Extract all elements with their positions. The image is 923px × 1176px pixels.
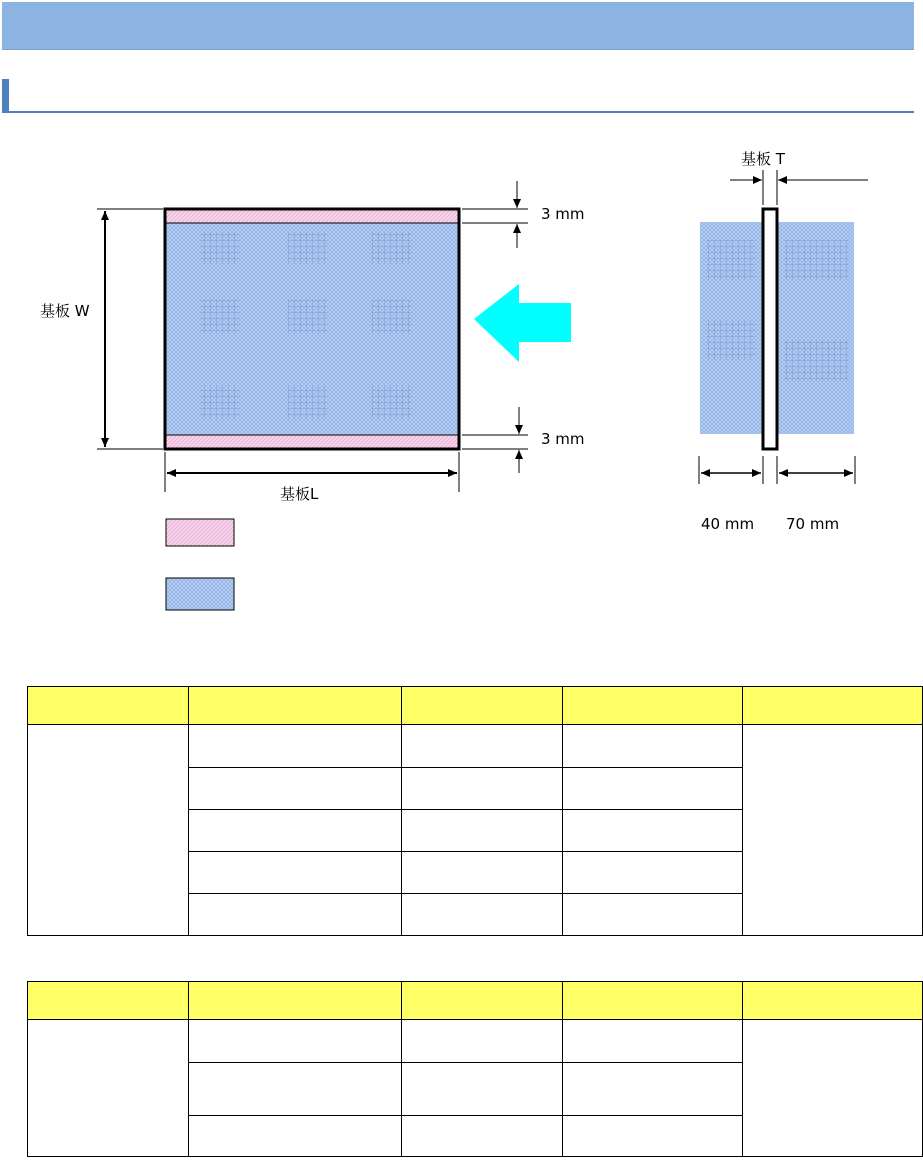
- table-cell: [189, 1020, 402, 1063]
- table-cell: [189, 1063, 402, 1116]
- header-cell: [563, 687, 743, 725]
- table-cell: [402, 1116, 563, 1157]
- header-cell: [743, 687, 923, 725]
- header-cell: [189, 982, 402, 1020]
- table-cell: [402, 1020, 563, 1063]
- table-cell: [189, 768, 402, 810]
- bottom-margin-band: [165, 435, 459, 449]
- legend: [166, 519, 234, 610]
- legend-pink-swatch: [166, 519, 234, 546]
- header-cell: [563, 982, 743, 1020]
- board-top-view: [165, 209, 459, 449]
- table-header-row: [28, 982, 923, 1020]
- label-margin-bottom: 3 mm: [541, 430, 585, 448]
- table-cell: [563, 894, 743, 936]
- label-board-l: 基板L: [280, 485, 319, 503]
- table-cell: [189, 1116, 402, 1157]
- header-cell: [402, 687, 563, 725]
- table-cell: [563, 1116, 743, 1157]
- header-cell: [28, 687, 189, 725]
- legend-blue-swatch: [166, 578, 234, 610]
- table-cell: [189, 810, 402, 852]
- table-row: [28, 1020, 923, 1063]
- board-component-blocks: [200, 232, 412, 419]
- table-cell: [402, 810, 563, 852]
- table-cell: [189, 725, 402, 768]
- top-margin-band: [165, 209, 459, 223]
- label-dist-left: 40 mm: [701, 515, 755, 533]
- table-cell: [563, 852, 743, 894]
- table-cell: [189, 852, 402, 894]
- table-cell: [563, 1020, 743, 1063]
- table-cell: [402, 768, 563, 810]
- board-side-view: [699, 150, 868, 533]
- group-cell: [28, 725, 189, 936]
- group-cell: [28, 1020, 189, 1157]
- table-cell: [563, 725, 743, 768]
- table-cell: [563, 768, 743, 810]
- header-cell: [402, 982, 563, 1020]
- table-cell: [402, 1063, 563, 1116]
- merged-cell: [743, 725, 923, 936]
- insertion-direction-arrow: [474, 284, 571, 362]
- table-cell: [563, 1063, 743, 1116]
- header-cell: [189, 687, 402, 725]
- table-cell: [563, 810, 743, 852]
- table-cell: [402, 725, 563, 768]
- top-margin-dimension: [462, 181, 585, 248]
- label-margin-top: 3 mm: [541, 205, 585, 223]
- table-cell: [402, 852, 563, 894]
- label-board-t: 基板 T: [741, 150, 785, 168]
- table-header-row: [28, 687, 923, 725]
- spec-table-1: [27, 686, 923, 936]
- table-cell: [189, 894, 402, 936]
- header-cell: [743, 982, 923, 1020]
- width-dimension: [40, 209, 163, 449]
- length-dimension: [165, 452, 459, 503]
- header-cell: [28, 982, 189, 1020]
- merged-cell: [743, 1020, 923, 1157]
- table-row: [28, 725, 923, 768]
- spec-table-2: [27, 981, 923, 1157]
- label-board-w: 基板 W: [40, 302, 90, 320]
- label-dist-right: 70 mm: [786, 515, 840, 533]
- bottom-margin-dimension: [462, 407, 585, 473]
- table-cell: [402, 894, 563, 936]
